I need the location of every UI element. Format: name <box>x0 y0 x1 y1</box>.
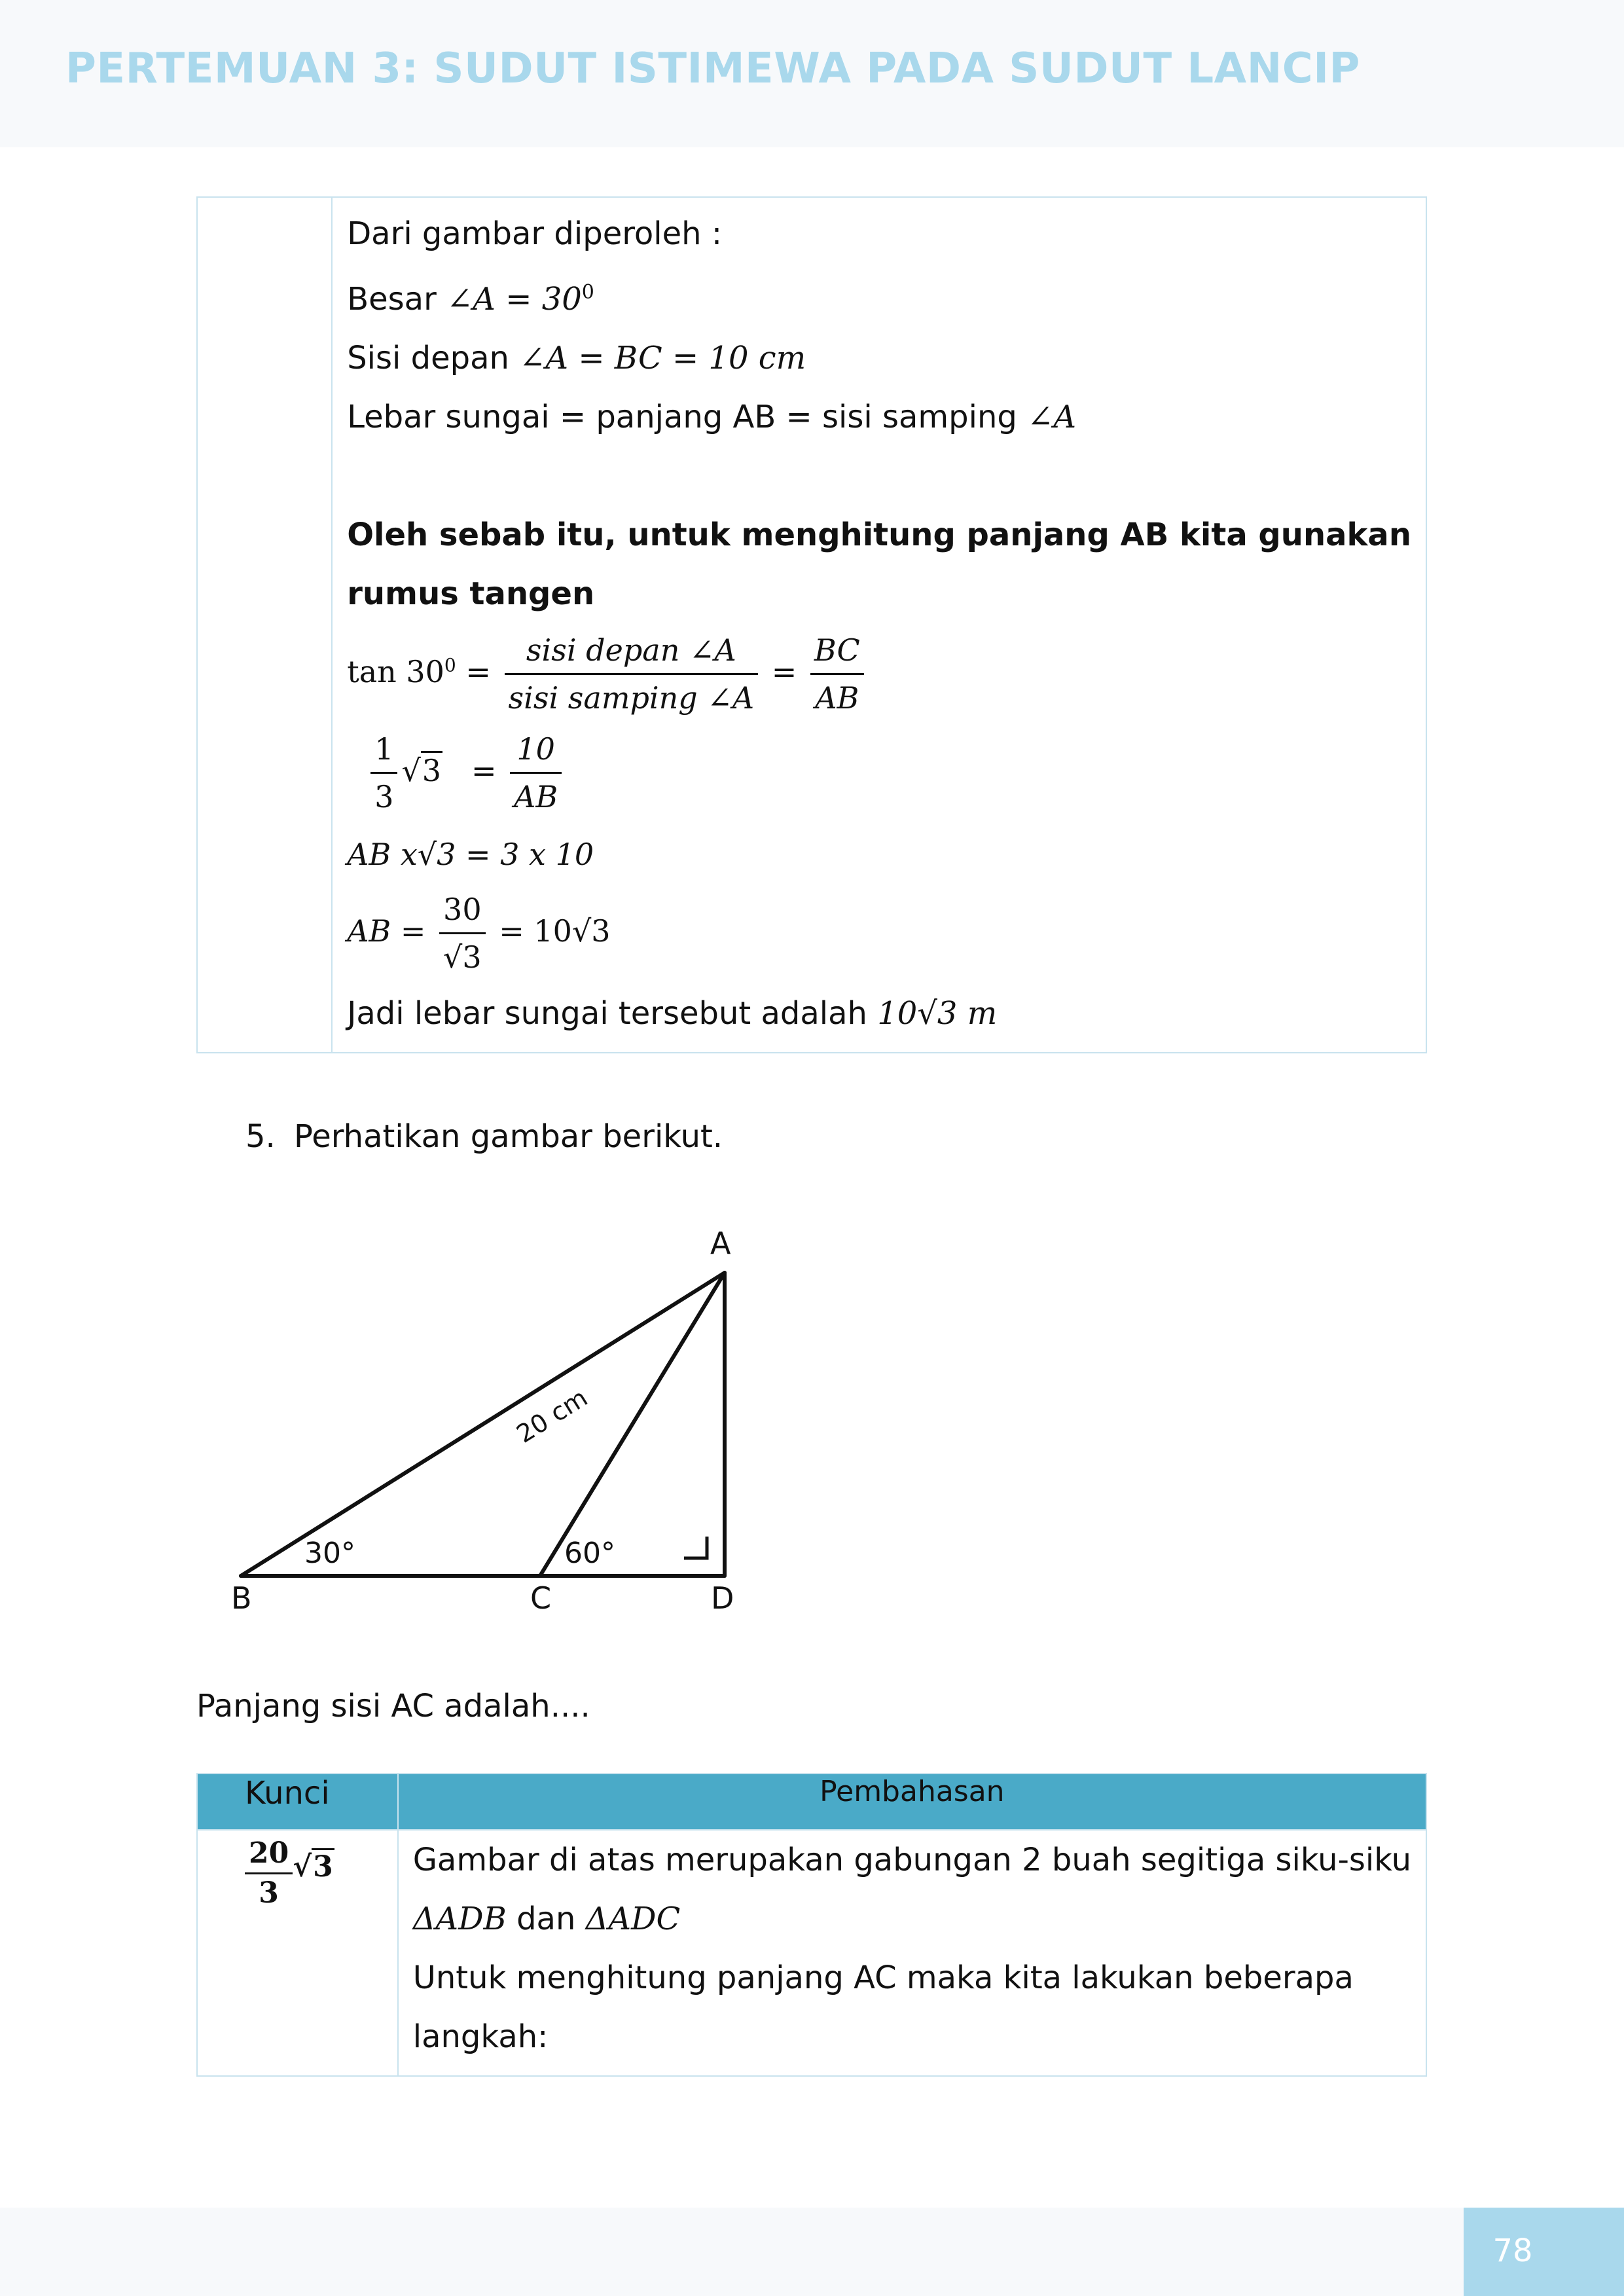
frac-den: 3 <box>245 1872 293 1912</box>
triangle-adc: ΔADC <box>585 1901 681 1937</box>
angle-label: Besar <box>347 281 447 318</box>
page-header-title: PERTEMUAN 3: SUDUT ISTIMEWA PADA SUDUT LANCIP <box>65 45 1360 93</box>
side-ba <box>241 1273 725 1576</box>
tangent-instruction-2: rumus tangen <box>347 575 595 612</box>
equation-cross-multiply: AB x√3 = 3 x 10 <box>347 837 594 872</box>
frac-num: 1 <box>374 731 394 767</box>
frac-num: sisi depan ∠A <box>526 632 736 668</box>
equation-tan30: $\tan 30^0$ = $\frac{\text{sisi depan ∠A}}{\text{sisi samping ∠A}}$ = $\frac{BC}{AB}$ <box>347 627 1411 721</box>
angle-b-label: 30° <box>304 1537 355 1570</box>
frac-den: 3 <box>370 772 397 820</box>
question-number: 5. <box>245 1118 276 1155</box>
tan30-lhs: tan 30 <box>347 654 444 689</box>
answer-sqrt: √3 <box>293 1848 334 1884</box>
question-5 <box>245 1118 723 1155</box>
vertex-a: A <box>710 1226 731 1261</box>
vertex-c: C <box>530 1580 552 1616</box>
page-number: 78 <box>1492 2232 1533 2269</box>
one-third-fraction <box>370 726 397 820</box>
tan30-sup: 0 <box>444 654 456 676</box>
angle-a-value: ∠A = 30 <box>446 281 582 318</box>
explanation-line-1: Gambar di atas merupakan gabungan 2 buah segitiga siku-siku <box>412 1842 1411 1878</box>
frac-num: 20 <box>249 1836 289 1870</box>
thirty-over-root3 <box>439 886 486 980</box>
solution-line-3 <box>347 329 1411 388</box>
solution-cell <box>332 197 1426 1053</box>
frac-num: BC <box>814 632 860 668</box>
river-width-label: Lebar sungai = panjang AB = sisi samping <box>347 399 1028 435</box>
frac-den: sisi samping ∠A <box>505 673 759 721</box>
side-ab-label: 20 cm <box>511 1383 593 1449</box>
tangent-instruction-1: Oleh sebab itu, untuk menghitung panjang AB kita gunakan <box>347 517 1411 553</box>
tan30-fraction <box>505 627 759 721</box>
frac-den: AB <box>510 772 562 820</box>
conjunction: dan <box>506 1901 586 1937</box>
degree-sup: 0 <box>581 281 594 304</box>
explanation-line-2 <box>413 1889 1411 1948</box>
sqrt-3: √3 <box>401 751 442 788</box>
solution-line-4 <box>347 388 1411 446</box>
footer-band <box>0 2208 1624 2296</box>
explanation-line-3: Untuk menghitung panjang AC maka kita lakukan beberapa <box>412 1959 1354 1996</box>
side-ca <box>540 1273 725 1576</box>
frac-num: 30 <box>443 892 482 927</box>
page-number-box <box>1464 2208 1624 2296</box>
frac-num: 10 <box>516 731 555 767</box>
triangle-figure <box>209 1218 785 1624</box>
equation-third-root: $\frac{1}{3}$ √3 = $\frac{10}{AB}$ <box>367 726 1411 820</box>
solution-table <box>196 196 1427 1053</box>
conclusion-value: 10√3 m <box>877 995 998 1032</box>
conclusion-text: Jadi lebar sungai tersebut adalah <box>347 995 878 1032</box>
answer-fraction <box>245 1834 293 1912</box>
triangle-adb: ΔADB <box>412 1901 507 1937</box>
triangle-lines <box>241 1273 725 1576</box>
ab-rhs: = 10√3 <box>499 913 611 949</box>
vertex-b: B <box>231 1580 252 1616</box>
question-text: Perhatikan gambar berikut. <box>294 1118 723 1155</box>
equation-ab-result <box>347 886 1411 980</box>
kunci-cell <box>197 1830 398 2076</box>
angle-a-symbol: ∠A <box>1027 399 1076 435</box>
ab-lhs: AB = <box>347 913 426 949</box>
ten-over-ab-fraction <box>510 726 562 820</box>
right-angle-mark <box>684 1537 707 1558</box>
spacer <box>347 446 1411 505</box>
angle-c-label: 60° <box>564 1537 615 1570</box>
opposite-label: Sisi depan <box>347 340 520 376</box>
bc-ab-fraction <box>810 627 864 721</box>
question-prompt: Panjang sisi AC adalah.... <box>196 1688 590 1724</box>
solution-line-1: Dari gambar diperoleh : <box>347 215 722 252</box>
pembahasan-cell <box>398 1830 1426 2076</box>
frac-den: √3 <box>439 932 486 980</box>
answer-table <box>196 1773 1427 2077</box>
solution-conclusion <box>347 984 1411 1043</box>
vertex-d: D <box>711 1580 734 1616</box>
solution-line-2 <box>347 263 1411 329</box>
explanation-line-4: langkah: <box>412 2018 549 2055</box>
header-pembahasan: Pembahasan <box>398 1774 1426 1830</box>
empty-key-cell <box>197 197 332 1053</box>
frac-den: AB <box>810 673 864 721</box>
opposite-value: ∠A = BC = 10 cm <box>519 340 806 376</box>
header-kunci: Kunci <box>197 1774 398 1830</box>
